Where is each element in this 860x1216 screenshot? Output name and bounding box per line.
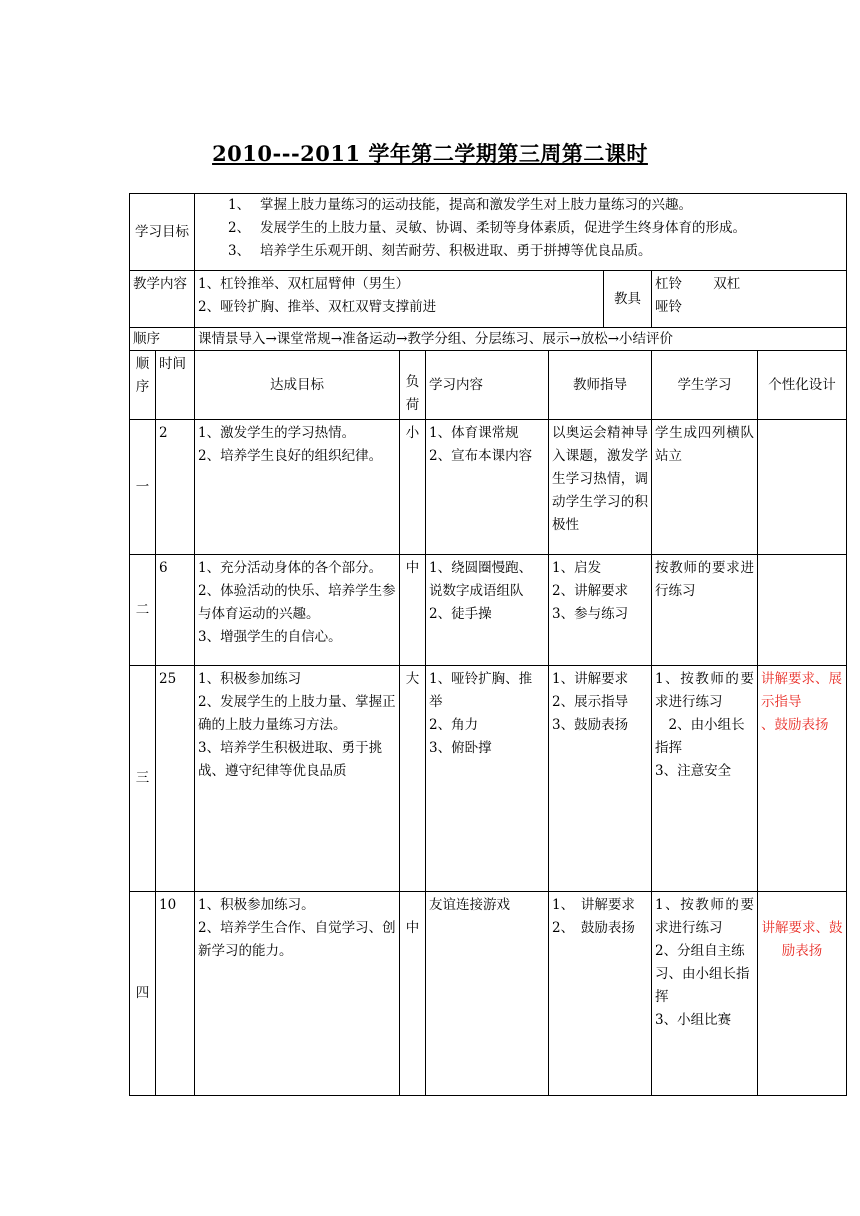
row-time: 2 [156,420,195,555]
header-teacher: 教师指导 [549,351,652,420]
header-load: 负荷 [400,351,426,420]
row-design: 讲解要求、鼓励表扬 [758,892,847,1096]
header-student: 学生学习 [652,351,758,420]
header-row [130,351,847,420]
content-lines: 1、杠铃推举、双杠屈臂伸（男生） 2、哑铃扩胸、推举、双杠双臂支撑前进 [195,271,604,328]
row-teacher: 1、启发 2、讲解要求 3、参与练习 [549,555,652,666]
table-row [130,420,847,555]
row-order: 二 [130,555,156,666]
table-row [130,666,847,892]
row-order: 三 [130,666,156,892]
row-order: 四 [130,892,156,1096]
sequence-label: 顺序 [130,328,195,351]
row-load: 中 [400,555,426,666]
row-order: 一 [130,420,156,555]
page-title: 2010---2011 学年第二学期第三周第二课时 [212,141,648,166]
row-goals: 1、积极参加练习 2、发展学生的上肢力量、掌握正确的上肢力量练习方法。 3、培养学生积极进取、勇于挑战、遵守纪律等优良品质 [195,666,400,892]
row-design [758,420,847,555]
objective-item: 3、 培养学生乐观开朗、刻苦耐劳、积极进取、勇于拼搏等优良品质。 [228,243,652,259]
content-row [130,271,847,328]
objectives-row [130,194,847,271]
equipment-label: 教具 [604,271,652,328]
header-goal: 达成目标 [195,351,400,420]
table-row [130,555,847,666]
header-order: 顺序 [130,351,156,420]
row-student: 1、按教师的要求进行练习 2、由小组长指挥 3、注意安全 [652,666,758,892]
row-time: 25 [156,666,195,892]
lesson-plan-table [129,193,847,1096]
row-load: 大 [400,666,426,892]
equipment-lines: 杠铃 双杠 哑铃 [652,271,847,328]
row-teacher: 以奥运会精神导入课题，激发学生学习热情，调动学生学习的积极性 [549,420,652,555]
header-time: 时间 [156,351,195,420]
objectives-label: 学习目标 [130,194,195,271]
row-student: 按教师的要求进行练习 [652,555,758,666]
objective-item: 2、 发展学生的上肢力量、灵敏、协调、柔韧等身体素质，促进学生终身体育的形成。 [228,220,746,236]
row-time: 10 [156,892,195,1096]
sequence-text: 课情景导入→课堂常规→准备运动→教学分组、分层练习、展示→放松→小结评价 [195,328,847,351]
row-design [758,555,847,666]
row-time: 6 [156,555,195,666]
row-student: 1、按教师的要求进行练习 2、分组自主练习、由小组长指挥 3、小组比赛 [652,892,758,1096]
header-design: 个性化设计 [758,351,847,420]
row-teacher: 1、讲解要求 2、展示指导 3、鼓励表扬 [549,666,652,892]
row-design: 讲解要求、展示指导 、鼓励表扬 [758,666,847,892]
row-content: 1、绕圆圈慢跑、说数字成语组队 2、徒手操 [426,555,549,666]
header-content: 学习内容 [426,351,549,420]
row-load: 中 [400,892,426,1096]
row-goals: 1、积极参加练习。 2、培养学生合作、自觉学习、创新学习的能力。 [195,892,400,1096]
row-content: 友谊连接游戏 [426,892,549,1096]
content-label: 教学内容 [130,271,195,328]
table-row [130,892,847,1096]
objective-item: 1、 掌握上肢力量练习的运动技能，提高和激发学生对上肢力量练习的兴趣。 [228,197,692,213]
row-content: 1、哑铃扩胸、推举 2、角力 3、俯卧撑 [426,666,549,892]
row-load: 小 [400,420,426,555]
row-teacher: 1、 讲解要求 2、 鼓励表扬 [549,892,652,1096]
row-goals: 1、充分活动身体的各个部分。 2、体验活动的快乐、培养学生参与体育运动的兴趣。 3、增强学生的自信心。 [195,555,400,666]
row-content: 1、体育课常规 2、宣布本课内容 [426,420,549,555]
objectives-list [195,194,847,271]
row-goals: 1、激发学生的学习热情。 2、培养学生良好的组织纪律。 [195,420,400,555]
sequence-row [130,328,847,351]
row-student: 学生成四列横队站立 [652,420,758,555]
